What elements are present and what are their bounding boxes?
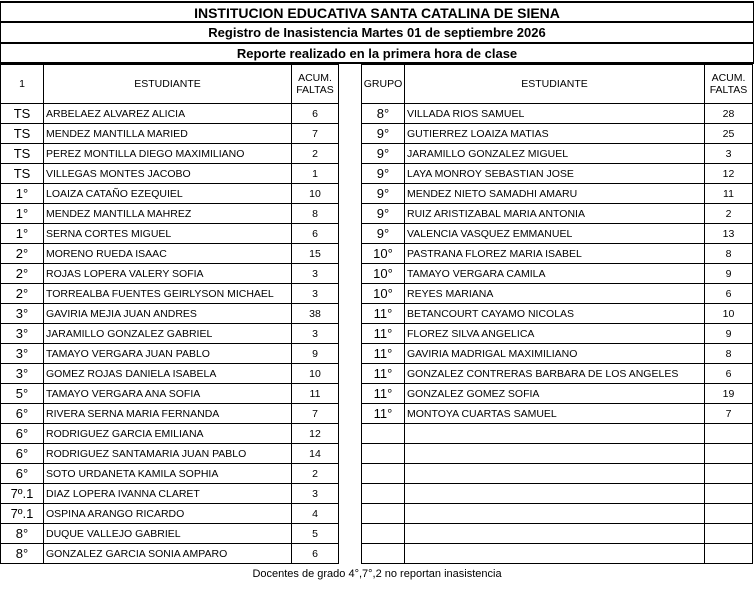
faltas-cell: 3 bbox=[292, 324, 339, 344]
student-name-cell: MORENO RUEDA ISAAC bbox=[44, 244, 292, 264]
group-cell: 11° bbox=[362, 324, 405, 344]
group-cell: 2° bbox=[1, 264, 44, 284]
table-row bbox=[362, 244, 753, 264]
table-row bbox=[362, 444, 753, 464]
right-col-student-header: ESTUDIANTE bbox=[405, 65, 705, 104]
student-name-cell: GONZALEZ GARCIA SONIA AMPARO bbox=[44, 544, 292, 564]
student-name-cell: VILLEGAS MONTES JACOBO bbox=[44, 164, 292, 184]
report-subtitle: Registro de Inasistencia Martes 01 de septiembre 2026 bbox=[0, 22, 754, 43]
right-faltas-line1: ACUM. bbox=[711, 72, 746, 84]
faltas-cell: 28 bbox=[705, 104, 753, 124]
group-cell bbox=[362, 544, 405, 564]
student-name-cell: OSPINA ARANGO RICARDO bbox=[44, 504, 292, 524]
student-name-cell: TORREALBA FUENTES GEIRLYSON MICHAEL bbox=[44, 284, 292, 304]
footer-note: Docentes de grado 4°,7°,2 no reportan inasistencia bbox=[252, 568, 502, 580]
student-name-cell: GONZALEZ CONTRERAS BARBARA DE LOS ANGELES bbox=[405, 364, 705, 384]
student-name-cell: LOAIZA CATAÑO EZEQUIEL bbox=[44, 184, 292, 204]
table-row bbox=[1, 304, 339, 324]
faltas-cell: 12 bbox=[705, 164, 753, 184]
table-row bbox=[362, 364, 753, 384]
table-row bbox=[1, 164, 339, 184]
group-cell: 9° bbox=[362, 204, 405, 224]
table-row bbox=[1, 364, 339, 384]
faltas-cell: 38 bbox=[292, 304, 339, 324]
group-cell: 5° bbox=[1, 384, 44, 404]
faltas-cell bbox=[705, 544, 753, 564]
student-name-cell: SOTO URDANETA KAMILA SOPHIA bbox=[44, 464, 292, 484]
group-cell bbox=[362, 504, 405, 524]
faltas-cell: 1 bbox=[292, 164, 339, 184]
group-cell bbox=[362, 464, 405, 484]
faltas-cell bbox=[705, 424, 753, 444]
group-cell: TS bbox=[1, 164, 44, 184]
table-row bbox=[362, 144, 753, 164]
student-name-cell: PEREZ MONTILLA DIEGO MAXIMILIANO bbox=[44, 144, 292, 164]
student-name-cell: ROJAS LOPERA VALERY SOFIA bbox=[44, 264, 292, 284]
table-row bbox=[1, 144, 339, 164]
faltas-cell: 8 bbox=[705, 344, 753, 364]
right-faltas-line2: FALTAS bbox=[709, 84, 748, 96]
school-title: INSTITUCION EDUCATIVA SANTA CATALINA DE SIENA bbox=[0, 1, 754, 22]
table-row bbox=[1, 404, 339, 424]
table-row bbox=[362, 284, 753, 304]
group-cell: 6° bbox=[1, 424, 44, 444]
faltas-cell: 7 bbox=[292, 404, 339, 424]
student-name-cell bbox=[405, 524, 705, 544]
faltas-cell: 4 bbox=[292, 504, 339, 524]
faltas-cell: 12 bbox=[292, 424, 339, 444]
student-name-cell: RODRIGUEZ GARCIA EMILIANA bbox=[44, 424, 292, 444]
group-cell: 11° bbox=[362, 344, 405, 364]
student-name-cell: GUTIERREZ LOAIZA MATIAS bbox=[405, 124, 705, 144]
group-cell: 11° bbox=[362, 364, 405, 384]
group-cell bbox=[362, 424, 405, 444]
table-row bbox=[1, 424, 339, 444]
group-cell: 8° bbox=[1, 524, 44, 544]
table-row bbox=[1, 244, 339, 264]
student-name-cell: GOMEZ ROJAS DANIELA ISABELA bbox=[44, 364, 292, 384]
group-cell: 1° bbox=[1, 204, 44, 224]
student-name-cell: RUIZ ARISTIZABAL MARIA ANTONIA bbox=[405, 204, 705, 224]
table-row bbox=[362, 204, 753, 224]
student-name-cell: GONZALEZ GOMEZ SOFIA bbox=[405, 384, 705, 404]
group-cell: 1° bbox=[1, 184, 44, 204]
student-name-cell: JARAMILLO GONZALEZ GABRIEL bbox=[44, 324, 292, 344]
faltas-cell: 2 bbox=[705, 204, 753, 224]
student-name-cell: VALENCIA VASQUEZ EMMANUEL bbox=[405, 224, 705, 244]
group-cell: 3° bbox=[1, 304, 44, 324]
left-faltas-line2: FALTAS bbox=[296, 84, 334, 96]
table-row bbox=[1, 484, 339, 504]
table-row bbox=[362, 224, 753, 244]
student-name-cell: RIVERA SERNA MARIA FERNANDA bbox=[44, 404, 292, 424]
table-row bbox=[362, 504, 753, 524]
student-name-cell bbox=[405, 424, 705, 444]
group-cell: 9° bbox=[362, 124, 405, 144]
group-cell: 10° bbox=[362, 264, 405, 284]
table-row bbox=[362, 344, 753, 364]
table-row bbox=[1, 344, 339, 364]
report-note: Reporte realizado en la primera hora de clase bbox=[0, 43, 754, 64]
group-cell bbox=[362, 444, 405, 464]
table-row bbox=[1, 324, 339, 344]
student-name-cell: MENDEZ MANTILLA MAHREZ bbox=[44, 204, 292, 224]
faltas-cell: 19 bbox=[705, 384, 753, 404]
group-cell: 11° bbox=[362, 384, 405, 404]
student-name-cell: TAMAYO VERGARA ANA SOFIA bbox=[44, 384, 292, 404]
faltas-cell: 2 bbox=[292, 464, 339, 484]
table-row bbox=[362, 484, 753, 504]
left-table-header bbox=[1, 65, 339, 104]
group-cell: 7º.1 bbox=[1, 484, 44, 504]
table-row bbox=[1, 464, 339, 484]
group-cell: 9° bbox=[362, 184, 405, 204]
left-col-student-header: ESTUDIANTE bbox=[44, 65, 292, 104]
group-cell: 3° bbox=[1, 324, 44, 344]
faltas-cell: 10 bbox=[292, 184, 339, 204]
left-col-group-header: 1 bbox=[1, 65, 44, 104]
faltas-cell: 9 bbox=[292, 344, 339, 364]
group-cell: 11° bbox=[362, 304, 405, 324]
faltas-cell: 7 bbox=[292, 124, 339, 144]
group-cell: TS bbox=[1, 124, 44, 144]
table-row bbox=[1, 284, 339, 304]
table-row bbox=[1, 184, 339, 204]
faltas-cell: 6 bbox=[292, 224, 339, 244]
faltas-cell bbox=[705, 464, 753, 484]
student-name-cell: DUQUE VALLEJO GABRIEL bbox=[44, 524, 292, 544]
student-name-cell: MENDEZ NIETO SAMADHI AMARU bbox=[405, 184, 705, 204]
student-name-cell: VILLADA RIOS SAMUEL bbox=[405, 104, 705, 124]
group-cell: 10° bbox=[362, 244, 405, 264]
student-name-cell bbox=[405, 464, 705, 484]
table-row bbox=[362, 184, 753, 204]
table-row bbox=[362, 264, 753, 284]
group-cell: 10° bbox=[362, 284, 405, 304]
student-name-cell: TAMAYO VERGARA CAMILA bbox=[405, 264, 705, 284]
group-cell: 6° bbox=[1, 444, 44, 464]
group-cell: TS bbox=[1, 144, 44, 164]
faltas-cell: 3 bbox=[292, 264, 339, 284]
faltas-cell: 6 bbox=[705, 364, 753, 384]
group-cell bbox=[362, 484, 405, 504]
table-row bbox=[362, 404, 753, 424]
student-name-cell: ARBELAEZ ALVAREZ ALICIA bbox=[44, 104, 292, 124]
student-name-cell bbox=[405, 484, 705, 504]
faltas-cell: 14 bbox=[292, 444, 339, 464]
table-row bbox=[1, 544, 339, 564]
table-row bbox=[362, 324, 753, 344]
group-cell: 8° bbox=[1, 544, 44, 564]
faltas-cell bbox=[705, 524, 753, 544]
student-name-cell: JARAMILLO GONZALEZ MIGUEL bbox=[405, 144, 705, 164]
student-name-cell bbox=[405, 544, 705, 564]
right-table-header bbox=[362, 65, 753, 104]
faltas-cell: 6 bbox=[292, 544, 339, 564]
faltas-cell bbox=[705, 504, 753, 524]
table-row bbox=[1, 384, 339, 404]
left-absence-table bbox=[0, 64, 339, 564]
table-row bbox=[1, 124, 339, 144]
table-row bbox=[1, 504, 339, 524]
faltas-cell: 9 bbox=[705, 264, 753, 284]
student-name-cell: MONTOYA CUARTAS SAMUEL bbox=[405, 404, 705, 424]
table-row bbox=[362, 424, 753, 444]
student-name-cell: PASTRANA FLOREZ MARIA ISABEL bbox=[405, 244, 705, 264]
faltas-cell: 9 bbox=[705, 324, 753, 344]
table-row bbox=[1, 524, 339, 544]
group-cell bbox=[362, 524, 405, 544]
table-row bbox=[362, 304, 753, 324]
faltas-cell: 3 bbox=[292, 484, 339, 504]
faltas-cell: 7 bbox=[705, 404, 753, 424]
student-name-cell: MENDEZ MANTILLA MARIED bbox=[44, 124, 292, 144]
table-row bbox=[362, 464, 753, 484]
table-row bbox=[1, 224, 339, 244]
left-col-faltas-header bbox=[292, 65, 339, 104]
table-row bbox=[362, 384, 753, 404]
faltas-cell: 11 bbox=[705, 184, 753, 204]
faltas-cell: 8 bbox=[292, 204, 339, 224]
student-name-cell: REYES MARIANA bbox=[405, 284, 705, 304]
table-row bbox=[1, 444, 339, 464]
group-cell: 6° bbox=[1, 464, 44, 484]
group-cell: 9° bbox=[362, 144, 405, 164]
group-cell: 1° bbox=[1, 224, 44, 244]
table-row bbox=[362, 104, 753, 124]
group-cell: 11° bbox=[362, 404, 405, 424]
group-cell: 2° bbox=[1, 284, 44, 304]
student-name-cell: SERNA CORTES MIGUEL bbox=[44, 224, 292, 244]
right-col-group-header: GRUPO bbox=[362, 65, 405, 104]
faltas-cell: 5 bbox=[292, 524, 339, 544]
group-cell: 9° bbox=[362, 224, 405, 244]
group-cell: 8° bbox=[362, 104, 405, 124]
faltas-cell: 3 bbox=[292, 284, 339, 304]
table-row bbox=[362, 164, 753, 184]
faltas-cell bbox=[705, 444, 753, 464]
group-cell: 2° bbox=[1, 244, 44, 264]
student-name-cell bbox=[405, 504, 705, 524]
faltas-cell: 13 bbox=[705, 224, 753, 244]
student-name-cell: FLOREZ SILVA ANGELICA bbox=[405, 324, 705, 344]
group-cell: TS bbox=[1, 104, 44, 124]
group-cell: 3° bbox=[1, 344, 44, 364]
table-row bbox=[362, 524, 753, 544]
faltas-cell: 11 bbox=[292, 384, 339, 404]
right-absence-table bbox=[361, 64, 753, 564]
right-col-faltas-header bbox=[705, 65, 753, 104]
student-name-cell: RODRIGUEZ SANTAMARIA JUAN PABLO bbox=[44, 444, 292, 464]
faltas-cell: 6 bbox=[292, 104, 339, 124]
table-row bbox=[1, 104, 339, 124]
left-faltas-line1: ACUM. bbox=[298, 72, 332, 84]
faltas-cell: 2 bbox=[292, 144, 339, 164]
faltas-cell: 10 bbox=[292, 364, 339, 384]
faltas-cell: 3 bbox=[705, 144, 753, 164]
table-row bbox=[1, 264, 339, 284]
group-cell: 6° bbox=[1, 404, 44, 424]
student-name-cell: GAVIRIA MEJIA JUAN ANDRES bbox=[44, 304, 292, 324]
student-name-cell: DIAZ LOPERA IVANNA CLARET bbox=[44, 484, 292, 504]
faltas-cell: 8 bbox=[705, 244, 753, 264]
student-name-cell bbox=[405, 444, 705, 464]
student-name-cell: GAVIRIA MADRIGAL MAXIMILIANO bbox=[405, 344, 705, 364]
table-row bbox=[362, 124, 753, 144]
group-cell: 7º.1 bbox=[1, 504, 44, 524]
group-cell: 9° bbox=[362, 164, 405, 184]
faltas-cell: 6 bbox=[705, 284, 753, 304]
faltas-cell: 10 bbox=[705, 304, 753, 324]
faltas-cell: 15 bbox=[292, 244, 339, 264]
faltas-cell: 25 bbox=[705, 124, 753, 144]
table-row bbox=[1, 204, 339, 224]
group-cell: 3° bbox=[1, 364, 44, 384]
student-name-cell: BETANCOURT CAYAMO NICOLAS bbox=[405, 304, 705, 324]
faltas-cell bbox=[705, 484, 753, 504]
student-name-cell: LAYA MONROY SEBASTIAN JOSE bbox=[405, 164, 705, 184]
table-row bbox=[362, 544, 753, 564]
student-name-cell: TAMAYO VERGARA JUAN PABLO bbox=[44, 344, 292, 364]
